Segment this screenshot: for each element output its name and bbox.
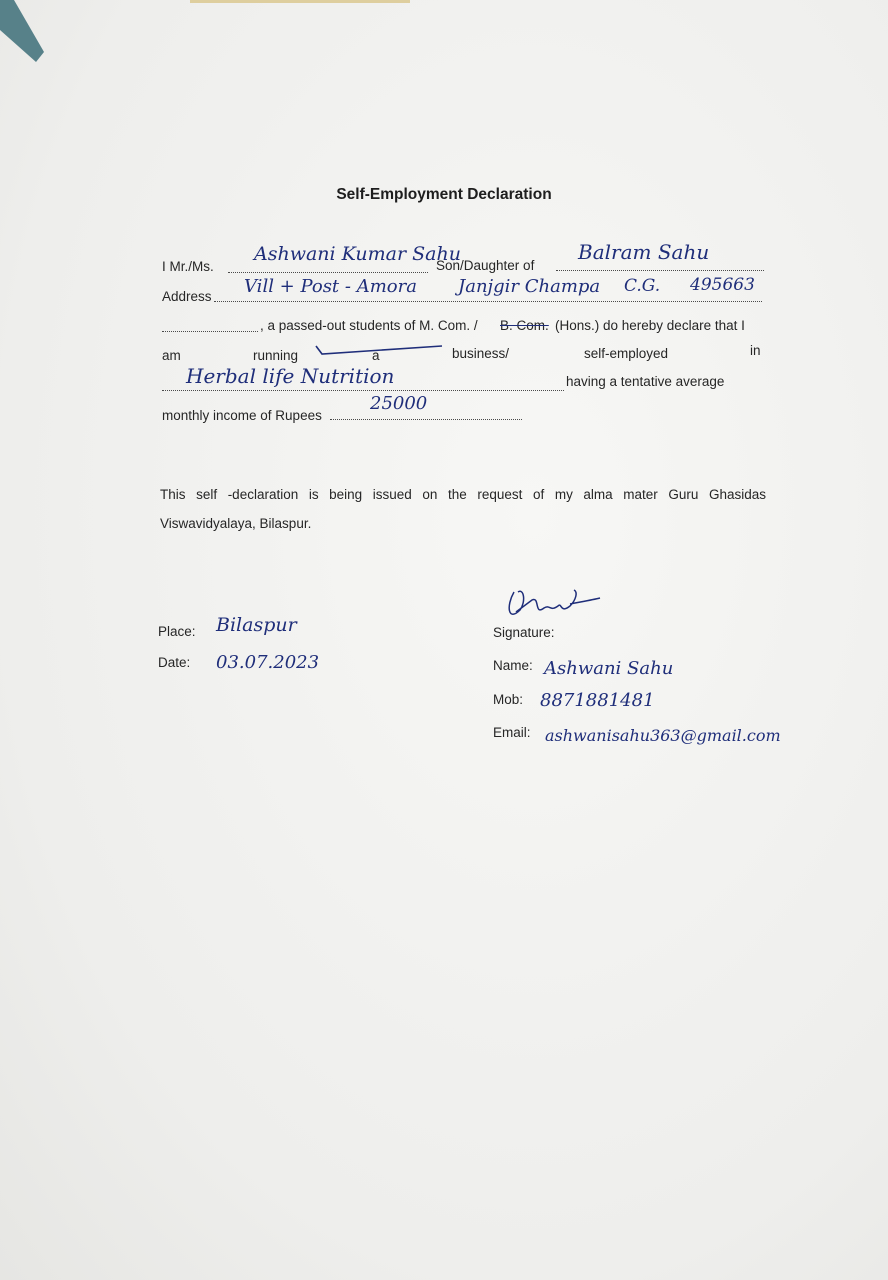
text-business: business/ bbox=[452, 346, 510, 361]
dotted-line-name bbox=[228, 272, 428, 273]
handwritten-place: Bilaspur bbox=[216, 614, 297, 636]
text-in: in bbox=[750, 343, 761, 358]
handwritten-income: 25000 bbox=[370, 393, 428, 414]
handwritten-business-name: Herbal life Nutrition bbox=[186, 364, 395, 388]
handwritten-father-name: Balram Sahu bbox=[578, 240, 710, 264]
dotted-line-father bbox=[556, 270, 764, 271]
issued-paragraph: This self -declaration is being issued on the request of my alma mater Guru Ghasidas Viswavidyalaya, Bilaspur. bbox=[160, 487, 766, 531]
handwritten-address-pin: 495663 bbox=[690, 275, 755, 295]
text-self-employed: self-employed bbox=[584, 346, 669, 361]
handwritten-date: 03.07.2023 bbox=[216, 652, 320, 673]
text-hons-declare: (Hons.) do hereby declare that I bbox=[555, 318, 745, 333]
label-email: Email: bbox=[493, 725, 531, 740]
label-signature: Signature: bbox=[493, 625, 555, 640]
handwritten-email: ashwanisahu363@gmail.com bbox=[545, 726, 781, 745]
label-mob: Mob: bbox=[493, 692, 524, 707]
dotted-line-business bbox=[162, 390, 564, 391]
label-i-mr-ms: I Mr./Ms. bbox=[162, 259, 214, 274]
handwritten-address-2: Janjgir Champa bbox=[458, 276, 601, 297]
handwritten-name: Ashwani Kumar Sahu bbox=[254, 243, 461, 265]
handwritten-address-1: Vill + Post - Amora bbox=[244, 276, 417, 297]
label-date: Date: bbox=[158, 655, 191, 670]
label-place: Place: bbox=[158, 624, 196, 639]
text-running: running bbox=[253, 348, 299, 363]
label-address: Address bbox=[162, 289, 212, 304]
text-bcom-struck: B. Com. bbox=[500, 318, 549, 333]
top-edge-strip bbox=[190, 0, 410, 3]
text-am: am bbox=[162, 348, 181, 363]
handwritten-address-3: C.G. bbox=[624, 276, 661, 296]
handwritten-mobile: 8871881481 bbox=[540, 690, 655, 711]
label-name: Name: bbox=[493, 658, 533, 673]
text-passed-out: , a passed-out students of M. Com. / bbox=[260, 318, 478, 333]
label-son-daughter-of: Son/Daughter of bbox=[436, 258, 535, 273]
text-a: a bbox=[372, 348, 380, 363]
dotted-line-income bbox=[330, 419, 522, 420]
dotted-line-address bbox=[214, 301, 762, 302]
dotted-line-blank bbox=[162, 331, 258, 332]
text-having-average: having a tentative average bbox=[566, 374, 725, 389]
handwritten-sign-name: Ashwani Sahu bbox=[544, 658, 674, 679]
corner-tape-mark bbox=[0, 0, 46, 64]
text-monthly-income: monthly income of Rupees bbox=[162, 408, 322, 423]
document-title: Self-Employment Declaration bbox=[336, 186, 552, 203]
